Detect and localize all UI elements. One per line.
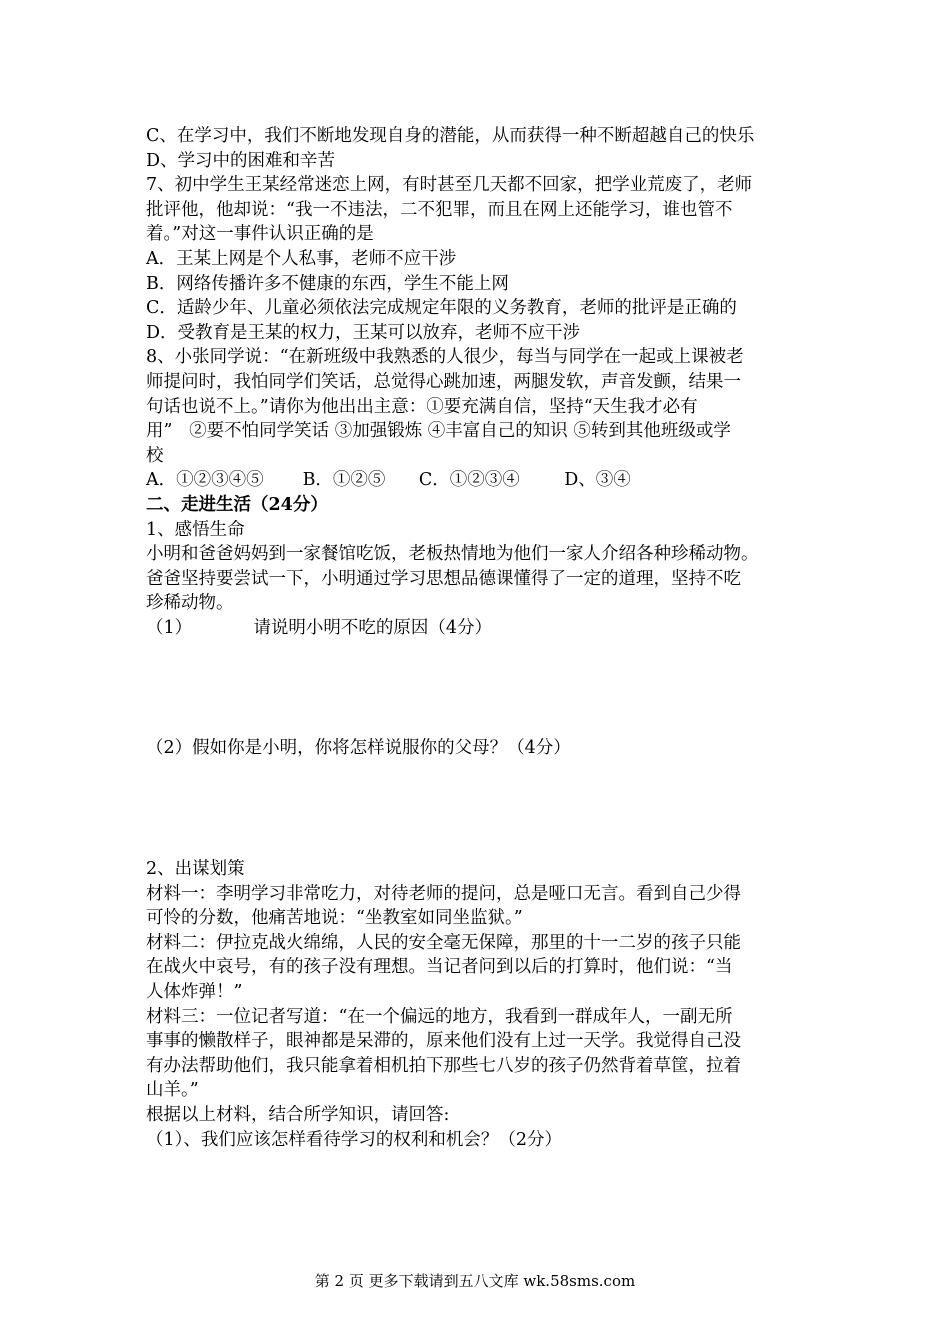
text-line: 人体炸弹！” [146, 982, 243, 1003]
text-line: 8、小张同学说：“在新班级中我熟悉的人很少，每当与同学在一起或上课被老 [146, 347, 744, 368]
text-line: 事事的懒散样子，眼神都是呆滞的，原来他们没有上过一天学。我觉得自己没 [146, 1031, 741, 1052]
text-line: 珍稀动物。 [146, 593, 234, 614]
page-footer: 第 2 页 更多下载请到五八文库 wk.58sms.com [314, 1272, 636, 1290]
text-line: 小明和爸爸妈妈到一家餐馆吃饭，老板热情地为他们一家人介绍各种珍稀动物。 [146, 544, 759, 565]
text-line: 用” ②要不怕同学笑话 ③加强锻炼 ④丰富自己的知识 ⑤转到其他班级或学 [146, 421, 731, 442]
text-line: 句话也说不上。”请你为他出出主意：①要充满自信，坚持“天生我才必有 [146, 396, 698, 417]
question-line: （1） 请说明小明不吃的原因（4分） [146, 617, 492, 638]
subsection-title: 2、出谋划策 [146, 859, 245, 880]
text-line: 材料二：伊拉克战火绵绵，人民的安全毫无保障，那里的十一二岁的孩子只能 [146, 932, 741, 953]
question-line: （2）假如你是小明，你将怎样说服你的父母？（4分） [146, 738, 571, 759]
text-line: 山羊。” [146, 1080, 199, 1101]
text-line: 根据以上材料，结合所学知识，请回答: [146, 1105, 450, 1125]
option-line: B．网络传播许多不健康的东西，学生不能上网 [146, 273, 509, 294]
text-line: 爸爸坚持要尝试一下，小明通过学习思想品德课懂得了一定的道理，坚持不吃 [146, 568, 741, 589]
document-body [146, 124, 816, 1152]
text-line: 在战火中哀号，有的孩子没有理想。当记者问到以后的打算时，他们说：“当 [146, 957, 733, 978]
text-line: 材料一：李明学习非常吃力，对待老师的提问，总是哑口无言。看到自己少得 [146, 883, 741, 904]
answer-space [146, 761, 816, 857]
option-line: A．王某上网是个人私事，老师不应干涉 [146, 248, 457, 269]
text-line: 着。”对这一事件认识正确的是 [146, 224, 374, 245]
subsection-title: 1、感悟生命 [146, 519, 245, 540]
text-line: 可怜的分数，他痛苦地说：“坐教室如同坐监狱。” [146, 908, 523, 929]
text-line: 批评他，他却说：“我一不违法，二不犯罪，而且在网上还能学习，谁也管不 [146, 199, 733, 220]
option-line: D．受教育是王某的权力，王某可以放弃，老师不应干涉 [146, 322, 581, 343]
option-line: C．适龄少年、儿童必须依法完成规定年限的义务教育，老师的批评是正确的 [146, 298, 737, 319]
text-line: D、学习中的困难和辛苦 [146, 150, 336, 171]
text-line: 有办法帮助他们，我只能拿着相机拍下那些七八岁的孩子仍然背着草筐，拉着 [146, 1055, 741, 1076]
answer-space [146, 640, 816, 736]
section-heading: 二、走进生活（24分） [146, 494, 328, 515]
option-line: A．①②③④⑤ B．①②⑤ C．①②③④ D、③④ [146, 470, 631, 491]
question-line: （1）、我们应该怎样看待学习的权利和机会？（2分） [146, 1129, 563, 1150]
text-line: 校 [146, 445, 164, 466]
text-line: 7、初中学生王某经常迷恋上网，有时甚至几天都不回家，把学业荒废了，老师 [146, 175, 753, 196]
text-line: 师提问时，我怕同学们笑话，总觉得心跳加速，两腿发软，声音发颤，结果一 [146, 371, 741, 392]
text-line: 材料三：一位记者写道：“在一个偏远的地方，我看到一群成年人，一副无所 [146, 1006, 733, 1027]
text-line: C、在学习中，我们不断地发现自身的潜能，从而获得一种不断超越自己的快乐 [146, 126, 755, 146]
